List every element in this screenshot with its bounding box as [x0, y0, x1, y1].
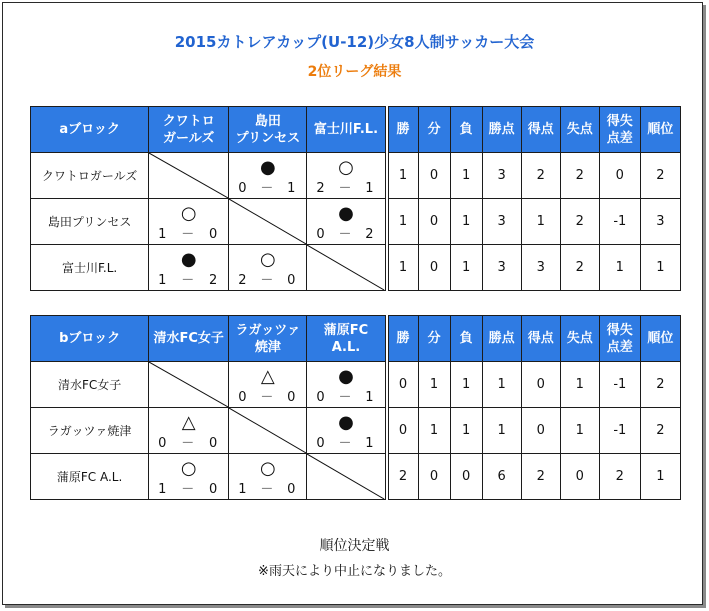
diagonal-line: [307, 245, 384, 290]
score-separator: －: [181, 482, 195, 497]
header-row: [31, 107, 681, 153]
team-name: クワトロガールズ: [31, 153, 149, 199]
goals-against-header: 失点: [560, 107, 599, 153]
self-match-cell: [307, 245, 387, 291]
points-cell: 3: [482, 199, 521, 245]
goals-scored: 0: [238, 181, 247, 196]
goals-against-cell: 2: [560, 199, 599, 245]
goals-conceded: 1: [365, 390, 374, 405]
goals-against-cell: 1: [560, 362, 599, 408]
goals-against-cell: 0: [560, 454, 599, 500]
points-cell: 6: [482, 454, 521, 500]
team-name: 清水FC女子: [31, 362, 149, 408]
match-result-cell: [229, 454, 307, 500]
team-row: [31, 408, 681, 454]
result-mark: ●: [338, 203, 354, 224]
match-score: [158, 227, 217, 243]
goals-for-cell: 2: [521, 153, 560, 199]
table-head: [31, 316, 681, 362]
goals-scored: 1: [158, 273, 167, 288]
wins-header: 勝: [387, 107, 419, 153]
wins-cell: 1: [387, 245, 419, 291]
page-frame: [2, 2, 703, 605]
match-score: [238, 181, 295, 197]
goals-for-cell: 3: [521, 245, 560, 291]
points-header: 勝点: [482, 316, 521, 362]
result-mark: △: [260, 366, 275, 387]
losses-header: 負: [450, 316, 482, 362]
score-separator: －: [338, 181, 352, 196]
result-mark: ○: [338, 157, 354, 178]
draws-cell: 1: [418, 362, 450, 408]
draws-header: 分: [418, 316, 450, 362]
goals-conceded: 1: [365, 181, 374, 196]
goals-conceded: 1: [287, 181, 296, 196]
team-name: 島田プリンセス: [31, 199, 149, 245]
match-result-cell: [307, 199, 387, 245]
losses-cell: 1: [450, 153, 482, 199]
points-cell: 3: [482, 153, 521, 199]
goals-for-cell: 2: [521, 454, 560, 500]
goal-difference-cell: -1: [599, 199, 640, 245]
losses-cell: 1: [450, 362, 482, 408]
block-label: bブロック: [31, 316, 149, 362]
score-separator: －: [338, 390, 352, 405]
score-separator: －: [181, 273, 195, 288]
opponent-header: 富士川F.L.: [307, 107, 387, 153]
match-score: [316, 181, 373, 197]
block-label: aブロック: [31, 107, 149, 153]
playoff-heading: 順位決定戦: [319, 538, 390, 554]
goal-difference-cell: 2: [599, 454, 640, 500]
goals-scored: 1: [238, 482, 247, 497]
goals-conceded: 0: [287, 390, 296, 405]
goals-scored: 2: [238, 273, 247, 288]
points-cell: 1: [482, 408, 521, 454]
result-mark: ●: [338, 366, 354, 387]
wins-cell: 0: [387, 408, 419, 454]
goals-conceded: 2: [365, 227, 374, 242]
goal-difference-cell: 1: [599, 245, 640, 291]
match-score: [158, 436, 217, 452]
team-name: 蒲原FC A.L.: [31, 454, 149, 500]
team-row: [31, 245, 681, 291]
wins-cell: 0: [387, 362, 419, 408]
goals-scored: 2: [316, 181, 325, 196]
opponent-header: 島田 プリンセス: [229, 107, 307, 153]
goals-for-cell: 1: [521, 199, 560, 245]
match-result-cell: [229, 362, 307, 408]
wins-cell: 1: [387, 199, 419, 245]
goal-difference-cell: -1: [599, 408, 640, 454]
match-result-cell: [307, 153, 387, 199]
match-score: [316, 227, 373, 243]
score-separator: －: [338, 227, 352, 242]
score-separator: －: [181, 436, 195, 451]
match-result-cell: [307, 408, 387, 454]
goals-scored: 1: [158, 482, 167, 497]
goals-against-header: 失点: [560, 316, 599, 362]
opponent-header: クワトロ ガールズ: [149, 107, 229, 153]
header-row: [31, 316, 681, 362]
losses-cell: 1: [450, 408, 482, 454]
self-match-cell: [229, 408, 307, 454]
opponent-header: 清水FC女子: [149, 316, 229, 362]
goals-against-cell: 1: [560, 408, 599, 454]
rank-header: 順位: [640, 107, 680, 153]
goal-difference-header: 得失 点差: [599, 316, 640, 362]
goal-difference-cell: -1: [599, 362, 640, 408]
draws-cell: 1: [418, 408, 450, 454]
opponent-header: ラガッツァ 焼津: [229, 316, 307, 362]
diagonal-line: [149, 362, 228, 407]
draws-cell: 0: [418, 153, 450, 199]
score-separator: －: [260, 273, 274, 288]
team-name: ラガッツァ焼津: [31, 408, 149, 454]
result-mark: ●: [180, 249, 197, 270]
match-result-cell: [149, 454, 229, 500]
match-score: [316, 390, 373, 406]
goals-scored: 0: [316, 390, 325, 405]
losses-cell: 0: [450, 454, 482, 500]
score-separator: －: [338, 436, 352, 451]
result-mark: ○: [180, 203, 197, 224]
losses-cell: 1: [450, 245, 482, 291]
match-score: [238, 482, 295, 498]
result-mark: ●: [338, 412, 354, 433]
result-mark: ○: [259, 458, 276, 479]
rank-cell: 3: [640, 199, 680, 245]
goals-scored: 0: [158, 436, 167, 451]
rank-header: 順位: [640, 316, 680, 362]
goals-against-cell: 2: [560, 153, 599, 199]
self-match-cell: [149, 362, 229, 408]
draws-cell: 0: [418, 454, 450, 500]
team-row: [31, 454, 681, 500]
score-separator: －: [260, 390, 274, 405]
team-name: 富士川F.L.: [31, 245, 149, 291]
goals-for-cell: 0: [521, 408, 560, 454]
match-score: [238, 390, 295, 406]
goal-difference-cell: 0: [599, 153, 640, 199]
goals-for-header: 得点: [521, 107, 560, 153]
match-result-cell: [307, 362, 387, 408]
score-separator: －: [260, 181, 274, 196]
wins-header: 勝: [387, 316, 419, 362]
match-score: [158, 482, 217, 498]
diagonal-line: [307, 454, 384, 499]
team-row: [31, 362, 681, 408]
rank-cell: 1: [640, 245, 680, 291]
block-a-league-table: [30, 106, 681, 291]
goals-conceded: 0: [209, 436, 218, 451]
score-separator: －: [181, 227, 195, 242]
match-result-cell: [149, 245, 229, 291]
result-mark: ○: [180, 458, 197, 479]
diagonal-line: [229, 408, 306, 453]
goals-conceded: 2: [209, 273, 218, 288]
self-match-cell: [307, 454, 387, 500]
goals-scored: 1: [158, 227, 167, 242]
points-header: 勝点: [482, 107, 521, 153]
rank-cell: 2: [640, 153, 680, 199]
result-mark: ○: [259, 249, 276, 270]
result-mark: △: [181, 412, 196, 433]
goals-conceded: 0: [209, 227, 218, 242]
diagonal-line: [229, 199, 306, 244]
page-title: 2015カトレアカップ(U-12)少女8人制サッカー大会: [174, 33, 535, 51]
goals-conceded: 1: [365, 436, 374, 451]
draws-cell: 0: [418, 245, 450, 291]
goals-for-header: 得点: [521, 316, 560, 362]
table-head: [31, 107, 681, 153]
rank-cell: 1: [640, 454, 680, 500]
team-row: [31, 153, 681, 199]
goals-for-cell: 0: [521, 362, 560, 408]
page-subtitle: 2位リーグ結果: [307, 64, 402, 80]
points-cell: 3: [482, 245, 521, 291]
goals-against-cell: 2: [560, 245, 599, 291]
draws-header: 分: [418, 107, 450, 153]
table-body: [31, 153, 681, 291]
wins-cell: 1: [387, 153, 419, 199]
points-cell: 1: [482, 362, 521, 408]
rank-cell: 2: [640, 408, 680, 454]
opponent-header: 蒲原FC A.L.: [307, 316, 387, 362]
goals-conceded: 0: [287, 482, 296, 497]
table-body: [31, 362, 681, 500]
match-result-cell: [149, 408, 229, 454]
goals-scored: 0: [316, 227, 325, 242]
self-match-cell: [149, 153, 229, 199]
block-b-league-table: [30, 315, 681, 500]
match-score: [158, 273, 217, 289]
losses-header: 負: [450, 107, 482, 153]
diagonal-line: [149, 153, 228, 198]
result-mark: ●: [259, 157, 276, 178]
team-row: [31, 199, 681, 245]
rank-cell: 2: [640, 362, 680, 408]
match-result-cell: [229, 245, 307, 291]
match-result-cell: [149, 199, 229, 245]
draws-cell: 0: [418, 199, 450, 245]
losses-cell: 1: [450, 199, 482, 245]
goal-difference-header: 得失 点差: [599, 107, 640, 153]
match-score: [238, 273, 295, 289]
score-separator: －: [260, 482, 274, 497]
match-score: [316, 436, 373, 452]
goals-scored: 0: [316, 436, 325, 451]
wins-cell: 2: [387, 454, 419, 500]
self-match-cell: [229, 199, 307, 245]
cancellation-note: ※雨天により中止になりました。: [258, 564, 451, 579]
goals-conceded: 0: [209, 482, 218, 497]
goals-scored: 0: [238, 390, 247, 405]
goals-conceded: 0: [287, 273, 296, 288]
match-result-cell: [229, 153, 307, 199]
